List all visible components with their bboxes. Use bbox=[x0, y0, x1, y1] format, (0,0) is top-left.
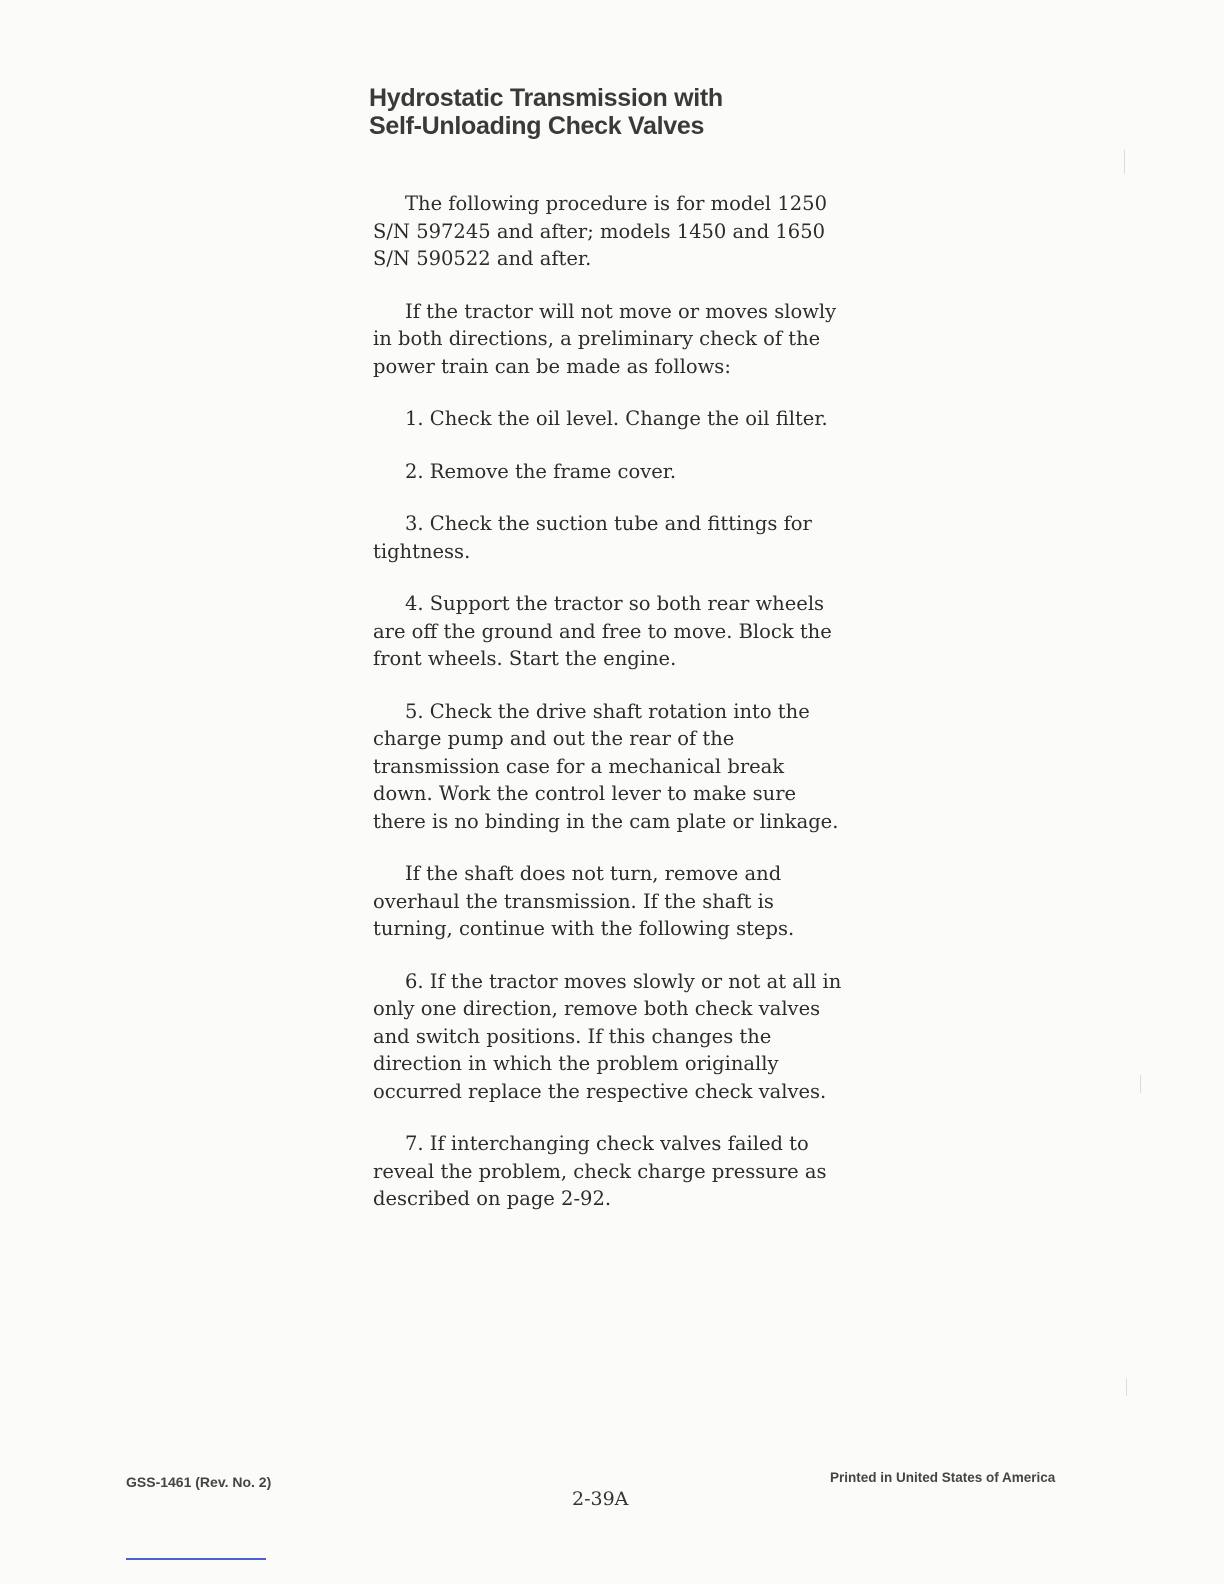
step-1: 1. Check the oil level. Change the oil filter. bbox=[405, 407, 828, 430]
scan-artifact bbox=[1140, 1075, 1141, 1093]
preliminary-paragraph: If the tractor will not move or moves slowly in both directions, a preliminary check of the power train can be made as follows: bbox=[373, 299, 837, 378]
step-6: 6. If the tractor moves slowly or not at all in only one direction, remove both check valves and switch positions. If this changes the direction in which the problem originally occurred replace the respective check valves. bbox=[373, 969, 842, 1103]
scan-artifact bbox=[1124, 150, 1125, 174]
step-2: 2. Remove the frame cover. bbox=[405, 459, 677, 483]
step-3: 3. Check the suction tube and fittings for tightness. bbox=[373, 512, 812, 563]
intro-paragraph: The following procedure is for model 1250 S/N 597245 and after; models 1450 and 1650 S/N 590522 and after. bbox=[373, 192, 827, 270]
step-4: 4. Support the tractor so both rear wheels are off the ground and free to move. Block the front wheels. Start the engine. bbox=[373, 592, 832, 670]
document-number: GSS-1461 (Rev. No. 2) bbox=[126, 1474, 272, 1490]
page-number: 2-39A bbox=[572, 1488, 629, 1510]
shaft-paragraph: If the shaft does not turn, remove and overhaul the transmission. If the shaft is turning, continue with the following steps. bbox=[373, 862, 795, 940]
title-line-1: Hydrostatic Transmission with bbox=[369, 84, 723, 112]
title-line-2: Self-Unloading Check Valves bbox=[369, 112, 705, 140]
printed-notice: Printed in United States of America bbox=[830, 1470, 1056, 1485]
scan-underline bbox=[126, 1558, 266, 1560]
step-5: 5. Check the drive shaft rotation into the charge pump and out the rear of the transmission case for a mechanical break down. Work the control lever to make sure there is no binding in the cam plate or linkage. bbox=[373, 699, 839, 833]
scan-artifact bbox=[1126, 1378, 1127, 1396]
step-7: 7. If interchanging check valves failed to reveal the problem, check charge pressure as described on page 2-92. bbox=[373, 1132, 827, 1210]
page-title bbox=[369, 84, 969, 140]
document-body bbox=[373, 190, 843, 1238]
